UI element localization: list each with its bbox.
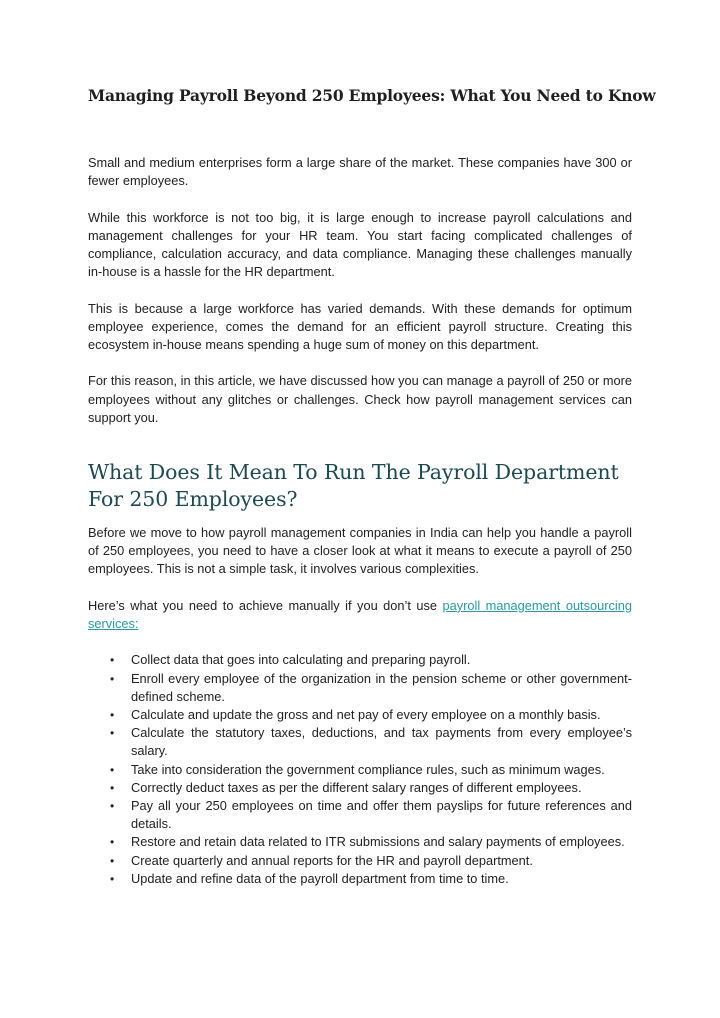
intro-paragraph: For this reason, in this article, we have discussed how you can manage a payroll of 250 or more employees without any glitches or challenges. Check how payroll management services can support you. xyxy=(88,373,632,425)
intro-paragraph: While this workforce is not too big, it is large enough to increase payroll calculations and management challenges for your HR team. You start facing complicated challenges of compliance, calculation accuracy, and data compliance. Managing these challenges manually in-house is a hassle for the HR department. xyxy=(88,209,632,280)
bullet-icon: • xyxy=(110,762,115,777)
lead-in-paragraph xyxy=(88,597,632,633)
list-item xyxy=(88,870,632,888)
list-item xyxy=(88,833,632,851)
list-item xyxy=(88,706,632,724)
bullet-icon: • xyxy=(110,780,115,795)
list-item xyxy=(88,670,632,706)
section-paragraph: Before we move to how payroll management companies in India can help you handle a payroll of 250 employees, you need to have a closer look at what it means to execute a payroll of 250 employees. This is not a simple task, it involves various complexities. xyxy=(88,525,632,577)
bullet-icon: • xyxy=(110,853,115,868)
lead-in-text: Here’s what you need to achieve manually if you don’t use xyxy=(88,597,443,613)
list-item-text: Collect data that goes into calculating and preparing payroll. xyxy=(131,652,471,668)
intro-paragraph: This is because a large workforce has varied demands. With these demands for optimum employee experience, comes the demand for an efficient payroll structure. Creating this ecosystem in-house means spending a huge sum of money on this department. xyxy=(88,300,632,352)
list-item-text: Calculate the statutory taxes, deductions, and tax payments from every employee’s salary. xyxy=(131,725,632,759)
bullet-icon: • xyxy=(110,708,115,722)
list-item-text: Restore and retain data related to ITR submissions and salary payments of employees. xyxy=(131,834,625,850)
section-heading: What Does It Mean To Run The Payroll Department For 250 Employees? xyxy=(88,460,619,511)
list-item-text: Create quarterly and annual reports for the HR and payroll department. xyxy=(131,852,533,868)
list-item-text: Enroll every employee of the organization in the pension scheme or other government-defined scheme. xyxy=(131,670,632,704)
bullet-icon: • xyxy=(110,726,115,741)
list-item xyxy=(88,761,632,779)
list-item-text: Pay all your 250 employees on time and offer them payslips for future references and details. xyxy=(131,798,632,832)
list-item xyxy=(88,724,632,760)
document-page xyxy=(88,80,656,888)
document-title: Managing Payroll Beyond 250 Employees: What You Need to Know xyxy=(88,86,656,105)
payroll-outsourcing-link[interactable]: payroll management outsourcing services: xyxy=(88,597,632,631)
list-item-text: Correctly deduct taxes as per the different salary ranges of different employees. xyxy=(131,779,582,795)
list-item xyxy=(88,852,632,870)
list-item xyxy=(88,651,632,669)
bullet-icon: • xyxy=(110,671,115,686)
intro-paragraph: Small and medium enterprises form a large share of the market. These companies have 300 or fewer employees. xyxy=(88,155,632,189)
bullet-icon: • xyxy=(110,799,115,814)
list-item xyxy=(88,779,632,797)
list-item-text: Take into consideration the government compliance rules, such as minimum wages. xyxy=(131,761,605,777)
bullet-icon: • xyxy=(110,871,115,886)
requirements-list xyxy=(88,651,632,888)
list-item-text: Calculate and update the gross and net pay of every employee on a monthly basis. xyxy=(131,707,601,722)
list-item xyxy=(88,797,632,833)
bullet-icon: • xyxy=(110,835,115,850)
bullet-icon: • xyxy=(110,653,115,668)
list-item-text: Update and refine data of the payroll department from time to time. xyxy=(131,870,509,886)
